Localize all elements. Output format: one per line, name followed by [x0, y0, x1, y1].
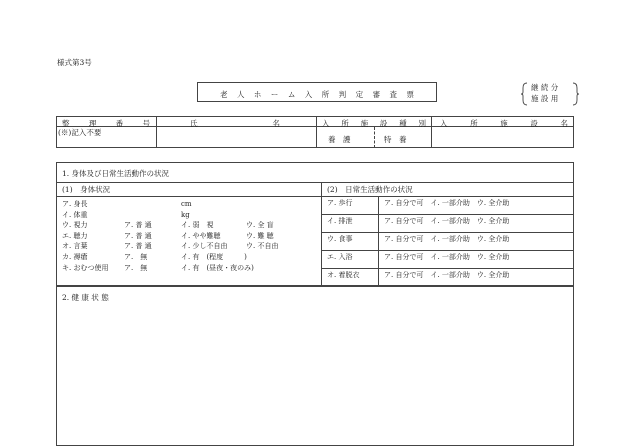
facility-name-char: 名	[560, 119, 568, 128]
not-required-note: (※)記入不要	[58, 128, 102, 137]
adl-row-options[interactable]: ア. 自分で可 イ. 一部介助 ウ. 全介助	[384, 235, 510, 243]
title-char: 所	[321, 90, 330, 99]
physical-row-i[interactable]: イ. 弱 視	[181, 221, 214, 230]
form-title	[220, 89, 414, 100]
facility-name-char: 設	[530, 119, 538, 128]
adl-row-options[interactable]: ア. 自分で可 イ. 一部介助 ウ. 全介助	[384, 253, 510, 261]
adl-row-options[interactable]: ア. 自分で可 イ. 一部介助 ウ. 全介助	[384, 271, 510, 279]
section2-title: 2. 健 康 状 態	[62, 293, 109, 302]
name-char: 名	[272, 119, 280, 128]
physical-row-a[interactable]: ア. 普 通	[124, 221, 152, 230]
facility-type-char: 所	[341, 119, 349, 128]
physical-row-a[interactable]: ア. 無	[124, 253, 148, 261]
header-facility-type	[322, 118, 426, 129]
physical-row-a[interactable]: ア. 無	[124, 263, 148, 272]
physical-row-a[interactable]: ア. 普 通	[124, 231, 152, 240]
adl-heading: (2) 日常生活動作の状況	[327, 185, 413, 194]
physical-row-i[interactable]: イ. 有 (程度 )	[181, 253, 247, 261]
section1-title: 1. 身体及び日常生活動作の状況	[62, 169, 170, 178]
title-char: 入	[304, 90, 313, 99]
title-char: 人	[236, 90, 245, 99]
facility-type-char: 別	[418, 119, 426, 128]
name-field[interactable]	[157, 127, 315, 147]
title-char: ホ	[253, 90, 262, 99]
title-char: 老	[220, 90, 228, 99]
physical-row-i[interactable]: イ. やや難聴	[181, 231, 221, 240]
physical-row-i[interactable]: イ. 有 (昼夜・夜のみ)	[181, 263, 254, 272]
adl-row-label: ウ. 食事	[327, 235, 353, 243]
physical-row-u[interactable]: ウ. 不自由	[246, 242, 279, 251]
physical-row-u[interactable]: ウ. 全 盲	[246, 221, 274, 230]
title-char: 審	[372, 90, 381, 99]
physical-row-label: エ. 聴力	[62, 231, 88, 240]
facility-name-field[interactable]	[432, 127, 573, 147]
physical-row-i[interactable]: cm	[181, 200, 192, 208]
adl-row-label: エ. 入浴	[327, 253, 353, 261]
physical-row-label: ウ. 視力	[62, 221, 88, 230]
title-char: 票	[406, 90, 414, 99]
physical-row-i[interactable]: kg	[181, 210, 190, 219]
title-char: 査	[389, 90, 398, 99]
seiri-char: 理	[88, 119, 97, 128]
facility-type-char: 種	[399, 119, 407, 128]
facility-name-char: 所	[470, 119, 478, 128]
physical-row-u[interactable]: ウ. 難 聴	[246, 231, 274, 240]
label-facility-use: 施 設 用	[531, 94, 559, 103]
adl-row-options[interactable]: ア. 自分で可 イ. 一部介助 ウ. 全介助	[384, 217, 510, 225]
facility-name-char: 入	[440, 119, 448, 128]
facility-type-char: 施	[360, 119, 369, 128]
title-box	[197, 82, 437, 102]
facility-type-char: 入	[322, 119, 330, 128]
physical-row-label: オ. 言葉	[62, 242, 88, 251]
seiri-char: 号	[142, 119, 150, 128]
facility-type-char: 設	[379, 119, 388, 128]
physical-row-a[interactable]: ア. 普 通	[124, 242, 152, 251]
adl-row-label: オ. 着脱衣	[327, 271, 360, 279]
form-number: 様式第3号	[57, 58, 92, 67]
title-char: 定	[355, 90, 364, 99]
physical-row-label: ア. 身長	[62, 200, 88, 208]
facility-name-char: 施	[500, 119, 508, 128]
physical-row-i[interactable]: イ. 少し不自由	[181, 242, 228, 251]
option-yogo: 養 護	[328, 135, 351, 144]
adl-row-label: イ. 排泄	[327, 217, 353, 225]
title-char: ー	[270, 90, 279, 99]
seiri-char: 番	[115, 119, 124, 128]
name-char: 氏	[190, 119, 198, 128]
seiri-char: 整	[62, 119, 70, 128]
physical-row-label: キ. おむつ使用	[62, 263, 109, 272]
title-char: ム	[287, 90, 296, 99]
adl-row-options[interactable]: ア. 自分で可 イ. 一部介助 ウ. 全介助	[384, 199, 510, 207]
adl-row-label: ア. 歩行	[327, 199, 353, 207]
option-tokuyo: 特 養	[384, 135, 407, 144]
title-char: 判	[338, 90, 347, 99]
physical-status-heading: (1) 身体状況	[62, 185, 111, 194]
physical-row-label: カ. 褥瘡	[62, 253, 88, 261]
physical-row-label: イ. 体重	[62, 210, 88, 219]
label-continuation: 継 続 分	[531, 83, 559, 92]
